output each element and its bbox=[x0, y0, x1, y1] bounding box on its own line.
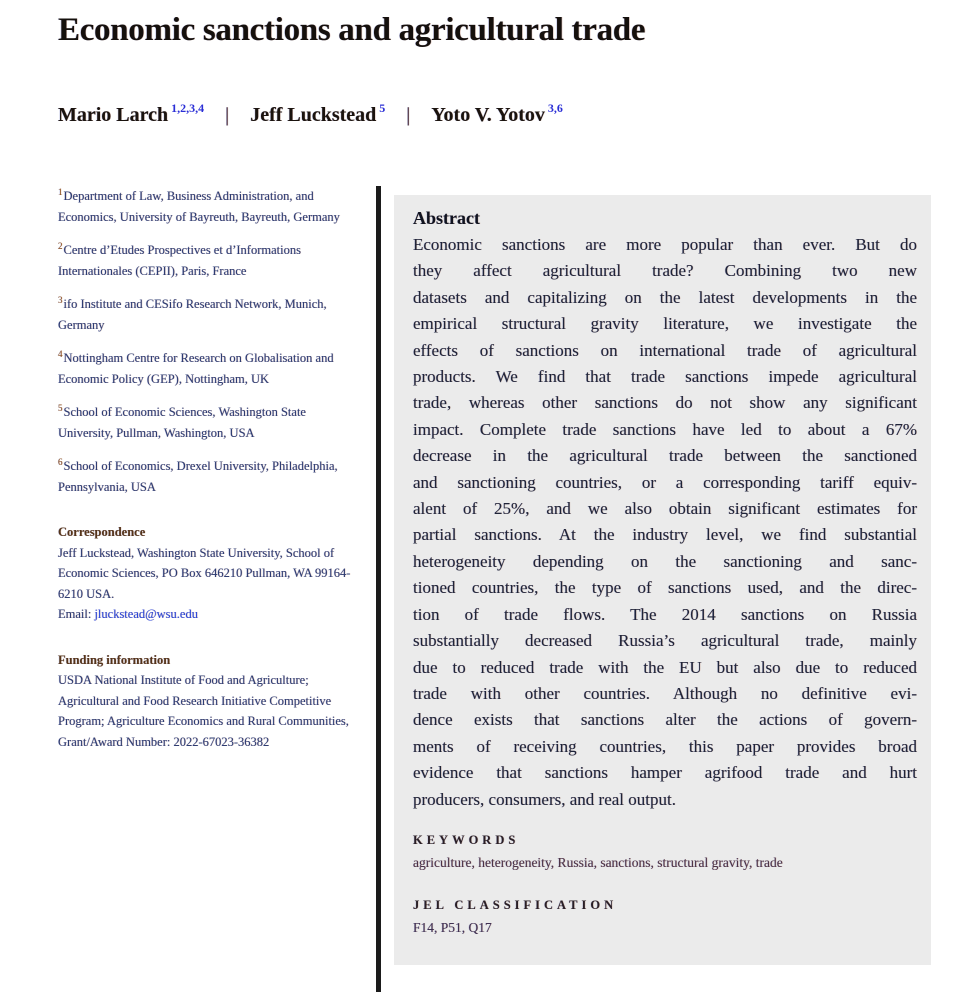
left-column bbox=[58, 186, 360, 752]
affiliation-item: $^5$School of Economic Sciences, Washington State University, Pullman, Washington, USA bbox=[58, 402, 306, 440]
author-name: Yoto V. Yotov $^{3,6}$ bbox=[431, 101, 563, 126]
email-link[interactable]: jluckstead@wsu.edu bbox=[94, 607, 198, 621]
abstract-line: alent of 25%, and we also obtain significant estimates for bbox=[413, 499, 917, 519]
correspondence-address: Jeff Luckstead, Washington State University, School of Economic Sciences, PO Box 646210 Pullman, WA 99164-6210 USA. bbox=[58, 545, 351, 601]
vertical-divider-rule bbox=[376, 186, 381, 992]
abstract-line: Economic sanctions are more popular than ever. But do bbox=[413, 235, 917, 254]
abstract-line: and sanctioning countries, or a corresponding tariff equiv- bbox=[413, 472, 917, 492]
abstract-box bbox=[394, 195, 931, 965]
funding-block bbox=[58, 650, 360, 753]
abstract-line: trade, whereas other sanctions do not show any significant bbox=[413, 393, 917, 413]
keywords-heading: KEYWORDS bbox=[413, 832, 520, 847]
email-label: Email: bbox=[58, 607, 92, 621]
author-separator: | bbox=[225, 103, 230, 126]
jel-text: F14, P51, Q17 bbox=[413, 919, 492, 935]
affiliation-marker: 6 bbox=[58, 456, 63, 467]
author-line bbox=[58, 102, 918, 127]
affiliation-item: $^2$Centre d’Etudes Prospectives et d’Informations Internationales (CEPII), Paris, France bbox=[58, 240, 301, 278]
author-superscript: 5 bbox=[379, 101, 386, 115]
abstract-text bbox=[413, 232, 917, 813]
author-superscript: 1,2,3,4 bbox=[171, 101, 205, 115]
jel-heading: JEL CLASSIFICATION bbox=[413, 897, 618, 912]
affiliation-item: $^3$ifo Institute and CESifo Research Network, Munich, Germany bbox=[58, 294, 327, 332]
abstract-line: decrease in the agricultural trade between the sanctioned bbox=[413, 446, 917, 466]
paper-title: Economic sanctions and agricultural trade bbox=[58, 12, 646, 48]
affiliation-item: $^1$Department of Law, Business Administration, and Economics, University of Bayreuth, Bayreuth, Germany bbox=[58, 186, 340, 224]
correspondence-heading: Correspondence bbox=[58, 525, 146, 539]
affiliation-marker: 4 bbox=[58, 348, 63, 359]
affiliation-marker: 2 bbox=[58, 240, 63, 251]
abstract-line: evidence that sanctions hamper agrifood trade and hurt bbox=[413, 763, 917, 783]
abstract-line: effects of sanctions on international trade of agricultural bbox=[413, 340, 917, 360]
author-superscript: 3,6 bbox=[547, 101, 563, 115]
abstract-line: due to reduced trade with the EU but also due to reduced bbox=[413, 657, 917, 677]
funding-text: USDA National Institute of Food and Agriculture; Agricultural and Food Research Initiative Competitive Program; Agriculture Economics and Rural Communities, Grant/Award Number: 2022-67023-36382 bbox=[58, 673, 349, 749]
abstract-line: heterogeneity depending on the sanctioning and sanc- bbox=[413, 551, 917, 571]
abstract-heading: Abstract bbox=[413, 208, 480, 228]
funding-heading: Funding information bbox=[58, 652, 171, 667]
author-name: Jeff Luckstead $^5$ bbox=[250, 101, 386, 126]
affiliation-marker: 5 bbox=[58, 402, 63, 413]
abstract-line: tion of trade flows. The 2014 sanctions on Russia bbox=[413, 604, 917, 624]
abstract-line: impact. Complete trade sanctions have led to about a 67% bbox=[413, 419, 917, 439]
abstract-line: ments of receiving countries, this paper provides broad bbox=[413, 736, 917, 756]
abstract-line: they affect agricultural trade? Combining two new bbox=[413, 261, 917, 281]
abstract-line: trade with other countries. Although no definitive evi- bbox=[413, 683, 917, 703]
abstract-line: dence exists that sanctions alter the actions of govern- bbox=[413, 710, 917, 730]
keywords-text: agriculture, heterogeneity, Russia, sanctions, structural gravity, trade bbox=[413, 854, 783, 870]
affiliation-marker: 1 bbox=[58, 186, 63, 197]
correspondence-text bbox=[58, 543, 360, 625]
affiliations-list bbox=[58, 186, 360, 497]
abstract-line: tioned countries, the type of sanctions used, and the direc- bbox=[413, 578, 917, 598]
affiliation-marker: 3 bbox=[58, 294, 63, 305]
abstract-line: producers, consumers, and real output. bbox=[413, 789, 676, 809]
correspondence-block bbox=[58, 522, 360, 625]
abstract-line: substantially decreased Russia’s agricultural trade, mainly bbox=[413, 631, 917, 651]
affiliation-item: $^4$Nottingham Centre for Research on Globalisation and Economic Policy (GEP), Nottingham, UK bbox=[58, 348, 334, 386]
author-name: Mario Larch $^{1,2,3,4}$ bbox=[58, 101, 205, 126]
abstract-line: datasets and capitalizing on the latest developments in the bbox=[413, 287, 917, 307]
affiliation-item: $^6$School of Economics, Drexel University, Philadelphia, Pennsylvania, USA bbox=[58, 456, 338, 494]
author-separator: | bbox=[406, 103, 411, 126]
abstract-line: products. We find that trade sanctions impede agricultural bbox=[413, 367, 917, 387]
abstract-line: partial sanctions. At the industry level, we find substantial bbox=[413, 525, 917, 545]
abstract-line: empirical structural gravity literature, we investigate the bbox=[413, 314, 917, 334]
